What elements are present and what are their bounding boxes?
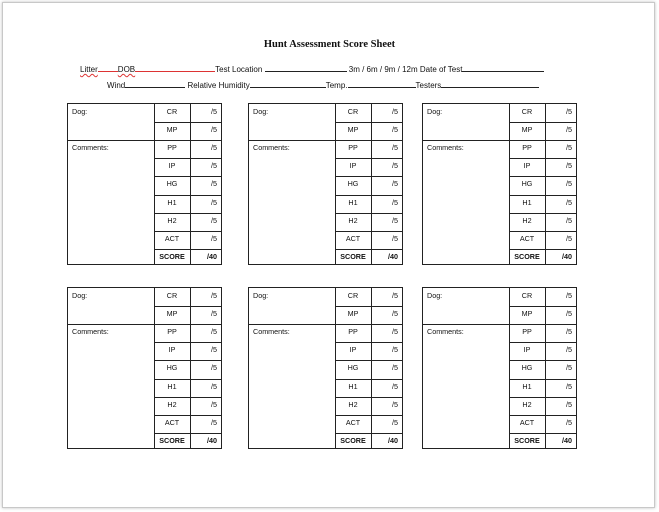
criterion-score-field[interactable]: /5 (566, 381, 572, 391)
criterion-code: MP (166, 309, 178, 319)
criterion-score-field[interactable]: /5 (211, 309, 217, 319)
relative-humidity-label: Relative Humidity (187, 81, 250, 90)
dob-field[interactable] (135, 63, 215, 72)
card-row-line (509, 433, 576, 434)
score-card (248, 287, 403, 449)
criterion-code: ACT (345, 233, 361, 243)
comments-label: Comments: (72, 143, 109, 153)
criterion-score-field[interactable]: /5 (566, 143, 572, 153)
score-card (422, 103, 577, 265)
criterion-code: PP (348, 327, 358, 337)
card-row-line (335, 158, 402, 159)
criterion-code: CR (347, 291, 359, 300)
litter-label: Litter (80, 65, 98, 74)
criterion-code: HG (166, 363, 178, 373)
dog-label: Dog: (427, 107, 443, 116)
criterion-code: H2 (167, 215, 177, 225)
criterion-code: H2 (522, 215, 532, 225)
test-location-field[interactable] (265, 63, 347, 72)
criterion-score-field[interactable]: /5 (392, 215, 398, 225)
score-card (67, 287, 222, 449)
criterion-code: CR (166, 107, 178, 116)
card-row-line (335, 415, 402, 416)
card-row-line (335, 231, 402, 232)
card-row-line (335, 176, 402, 177)
score-total-label: SCORE (340, 435, 366, 445)
criterion-code: H1 (167, 381, 177, 391)
dob-label: DOB (117, 65, 136, 74)
criterion-score-field[interactable]: /5 (392, 233, 398, 243)
distances-label: 3m / 6m / 9m / 12m (348, 65, 418, 74)
criterion-code: MP (521, 309, 533, 319)
card-row-line (423, 140, 576, 141)
score-total-field[interactable]: /40 (562, 435, 572, 445)
criterion-code: PP (167, 143, 177, 153)
score-total-label: SCORE (514, 435, 540, 445)
criterion-code: PP (348, 143, 358, 153)
criterion-score-field[interactable]: /5 (211, 125, 217, 135)
card-row-line (335, 306, 402, 307)
criterion-score-field[interactable]: /5 (392, 291, 398, 300)
criterion-code: PP (167, 327, 177, 337)
card-row-line (154, 213, 221, 214)
card-row-line (509, 306, 576, 307)
criterion-score-field[interactable]: /5 (211, 381, 217, 391)
criterion-code: ACT (345, 417, 361, 427)
criterion-code: CR (347, 107, 359, 116)
criterion-code: H2 (348, 215, 358, 225)
criterion-code: ACT (519, 417, 535, 427)
testers-field[interactable] (441, 79, 539, 88)
card-row-line (509, 342, 576, 343)
date-of-test-field[interactable] (462, 63, 544, 72)
criterion-score-field[interactable]: /5 (392, 399, 398, 409)
criterion-code: HG (347, 363, 359, 373)
criterion-score-field[interactable]: /5 (392, 125, 398, 135)
relative-humidity-field[interactable] (250, 79, 326, 88)
score-card (248, 103, 403, 265)
card-row-line (68, 140, 221, 141)
page-title: Hunt Assessment Score Sheet (263, 39, 396, 50)
criterion-score-field[interactable]: /5 (211, 179, 217, 189)
wind-field[interactable] (125, 79, 185, 88)
card-row-line (154, 249, 221, 250)
card-row-line (154, 415, 221, 416)
criterion-code: MP (166, 125, 178, 135)
criterion-score-field[interactable]: /5 (392, 179, 398, 189)
card-row-line (335, 379, 402, 380)
card-row-line (154, 158, 221, 159)
criterion-score-field[interactable]: /5 (211, 197, 217, 207)
dog-label: Dog: (427, 291, 443, 300)
criterion-code: H1 (522, 381, 532, 391)
card-row-line (509, 158, 576, 159)
comments-label: Comments: (253, 143, 290, 153)
criterion-score-field[interactable]: /5 (392, 345, 398, 355)
score-total-label: SCORE (159, 251, 185, 261)
score-total-label: SCORE (340, 251, 366, 261)
criterion-score-field[interactable]: /5 (211, 233, 217, 243)
criterion-score-field[interactable]: /5 (211, 107, 217, 116)
criterion-score-field[interactable]: /5 (392, 309, 398, 319)
card-row-line (154, 342, 221, 343)
criterion-score-field[interactable]: /5 (566, 363, 572, 373)
criterion-score-field[interactable]: /5 (211, 399, 217, 409)
litter-field[interactable] (98, 63, 118, 72)
criterion-score-field[interactable]: /5 (392, 417, 398, 427)
criterion-score-field[interactable]: /5 (211, 161, 217, 171)
criterion-code: ACT (164, 233, 180, 243)
score-total-field[interactable]: /40 (388, 251, 398, 261)
criterion-score-field[interactable]: /5 (211, 363, 217, 373)
card-row-line (335, 397, 402, 398)
card-row-line (509, 415, 576, 416)
criterion-score-field[interactable]: /5 (566, 125, 572, 135)
score-total-field[interactable]: /40 (388, 435, 398, 445)
criterion-code: IP (168, 161, 176, 171)
criterion-code: HG (521, 363, 533, 373)
criterion-score-field[interactable]: /5 (392, 143, 398, 153)
criterion-code: MP (347, 309, 359, 319)
card-row-line (335, 213, 402, 214)
card-row-line (154, 195, 221, 196)
criterion-score-field[interactable]: /5 (211, 345, 217, 355)
comments-label: Comments: (427, 143, 464, 153)
criterion-code: H1 (348, 197, 358, 207)
criterion-score-field[interactable]: /5 (566, 327, 572, 337)
card-row-line (509, 360, 576, 361)
criterion-code: H1 (167, 197, 177, 207)
card-row-line (509, 379, 576, 380)
criterion-code: H1 (522, 197, 532, 207)
score-card (67, 103, 222, 265)
card-row-line (154, 176, 221, 177)
criterion-score-field[interactable]: /5 (566, 197, 572, 207)
score-card (422, 287, 577, 449)
card-row-line (335, 342, 402, 343)
criterion-score-field[interactable]: /5 (392, 197, 398, 207)
card-row-line (335, 360, 402, 361)
card-row-line (509, 122, 576, 123)
criterion-score-field[interactable]: /5 (392, 327, 398, 337)
criterion-score-field[interactable]: /5 (566, 309, 572, 319)
criterion-code: IP (349, 345, 357, 355)
criterion-score-field[interactable]: /5 (566, 107, 572, 116)
criterion-code: PP (522, 143, 532, 153)
criterion-code: CR (521, 291, 533, 300)
score-total-field[interactable]: /40 (207, 251, 217, 261)
criterion-score-field[interactable]: /5 (392, 107, 398, 116)
comments-label: Comments: (72, 327, 109, 337)
comments-label: Comments: (253, 327, 290, 337)
criterion-code: HG (166, 179, 178, 189)
criterion-score-field[interactable]: /5 (211, 291, 217, 300)
card-row-line (335, 122, 402, 123)
card-row-line (154, 397, 221, 398)
criterion-score-field[interactable]: /5 (211, 327, 217, 337)
score-total-label: SCORE (514, 251, 540, 261)
card-row-line (509, 231, 576, 232)
criterion-code: MP (521, 125, 533, 135)
criterion-code: ACT (164, 417, 180, 427)
criterion-score-field[interactable]: /5 (211, 143, 217, 153)
card-row-line (509, 397, 576, 398)
card-row-line (154, 379, 221, 380)
criterion-code: IP (168, 345, 176, 355)
criterion-code: IP (349, 161, 357, 171)
criterion-code: H2 (167, 399, 177, 409)
criterion-score-field[interactable]: /5 (566, 291, 572, 300)
criterion-score-field[interactable]: /5 (392, 161, 398, 171)
criterion-code: IP (523, 161, 531, 171)
temp-label: Temp. (325, 81, 348, 90)
criterion-score-field[interactable]: /5 (211, 215, 217, 225)
criterion-code: PP (522, 327, 532, 337)
comments-label: Comments: (427, 327, 464, 337)
criterion-code: ACT (519, 233, 535, 243)
card-row-line (154, 433, 221, 434)
criterion-score-field[interactable]: /5 (392, 363, 398, 373)
criterion-code: HG (347, 179, 359, 189)
score-total-field[interactable]: /40 (562, 251, 572, 261)
criterion-code: HG (521, 179, 533, 189)
test-location-label: Test Location (215, 65, 263, 74)
criterion-code: CR (166, 291, 178, 300)
dog-label: Dog: (253, 291, 269, 300)
criterion-score-field[interactable]: /5 (566, 215, 572, 225)
card-row-line (249, 140, 402, 141)
criterion-score-field[interactable]: /5 (566, 417, 572, 427)
criterion-score-field[interactable]: /5 (566, 179, 572, 189)
score-total-field[interactable]: /40 (207, 435, 217, 445)
criterion-code: MP (347, 125, 359, 135)
card-row-line (154, 306, 221, 307)
dog-label: Dog: (253, 107, 269, 116)
criterion-code: H2 (522, 399, 532, 409)
score-total-label: SCORE (159, 435, 185, 445)
card-row-line (423, 324, 576, 325)
criterion-score-field[interactable]: /5 (566, 399, 572, 409)
card-row-line (335, 195, 402, 196)
criterion-code: H1 (348, 381, 358, 391)
dog-label: Dog: (72, 107, 88, 116)
card-row-line (68, 324, 221, 325)
card-row-line (154, 360, 221, 361)
card-row-line (509, 176, 576, 177)
card-row-line (154, 231, 221, 232)
criterion-score-field[interactable]: /5 (566, 161, 572, 171)
criterion-score-field[interactable]: /5 (211, 417, 217, 427)
card-row-line (509, 249, 576, 250)
header-row-1 (80, 63, 544, 75)
dog-label: Dog: (72, 291, 88, 300)
criterion-score-field[interactable]: /5 (566, 233, 572, 243)
criterion-code: CR (521, 107, 533, 116)
criterion-code: IP (523, 345, 531, 355)
criterion-score-field[interactable]: /5 (392, 381, 398, 391)
card-row-line (154, 122, 221, 123)
testers-label: Testers (415, 81, 442, 90)
card-row-line (509, 213, 576, 214)
card-row-line (335, 433, 402, 434)
date-of-test-label: Date of Test (419, 65, 463, 74)
card-row-line (249, 324, 402, 325)
header-row-2 (107, 79, 539, 91)
criterion-score-field[interactable]: /5 (566, 345, 572, 355)
card-row-line (335, 249, 402, 250)
temp-field[interactable] (348, 79, 416, 88)
criterion-code: H2 (348, 399, 358, 409)
card-row-line (509, 195, 576, 196)
wind-label: Wind (107, 81, 126, 90)
